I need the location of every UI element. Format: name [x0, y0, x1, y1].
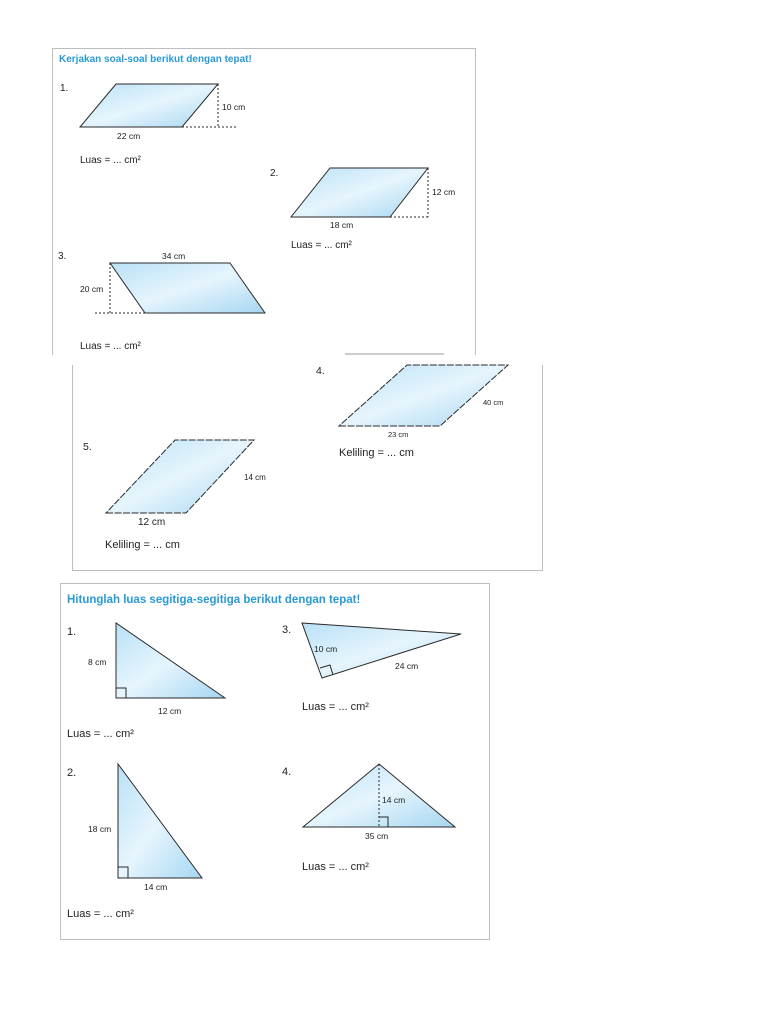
s2-p4-side-label: 40 cm	[483, 398, 504, 407]
s1-p2-number: 2.	[270, 168, 279, 179]
s1-p2-height-label: 12 cm	[432, 187, 456, 197]
s1-p2-base-label: 18 cm	[330, 220, 354, 230]
s1-p1-answer: Luas = ... cm²	[80, 155, 141, 166]
s2-p5-base-label: 12 cm	[138, 517, 166, 528]
s2-p5-answer: Keliling = ... cm	[105, 539, 180, 551]
s3-p2-triangle	[118, 764, 202, 878]
section3-instruction: Hitunglah luas segitiga-segitiga berikut dengan tepat!	[67, 594, 361, 606]
s1-p3-number: 3.	[58, 251, 67, 262]
s3-p2-base-label: 14 cm	[144, 882, 168, 892]
s1-p1-height-label: 10 cm	[222, 102, 246, 112]
s3-p4-height-label: 14 cm	[382, 795, 406, 805]
s3-p1-number: 1.	[67, 626, 77, 638]
s3-p3-answer: Luas = ... cm²	[302, 701, 369, 713]
s2-p5-parallelogram	[106, 440, 254, 513]
s1-p3-parallelogram	[95, 263, 265, 313]
s2-p5-side-label: 14 cm	[244, 473, 266, 482]
s3-p3-side-a-label: 10 cm	[314, 644, 338, 654]
s3-p4-triangle	[303, 764, 455, 827]
s1-p2-answer: Luas = ... cm²	[291, 240, 352, 251]
s2-p4-base-label: 23 cm	[388, 430, 409, 439]
s3-p1-height-label: 8 cm	[88, 657, 107, 667]
s2-p4-parallelogram	[339, 365, 508, 426]
s3-p4-number: 4.	[282, 766, 292, 778]
s1-p2-parallelogram	[291, 168, 430, 217]
s1-p3-base-label: 34 cm	[162, 251, 186, 261]
s3-p3-number: 3.	[282, 624, 292, 636]
s3-p2-answer: Luas = ... cm²	[67, 908, 134, 920]
s3-p1-triangle	[116, 623, 225, 698]
s1-p3-height-label: 20 cm	[80, 284, 104, 294]
s3-p2-number: 2.	[67, 767, 77, 779]
s1-p1-base-label: 22 cm	[117, 131, 141, 141]
s1-p1-number: 1.	[60, 83, 69, 94]
s1-p1-parallelogram	[80, 84, 238, 127]
s3-p4-answer: Luas = ... cm²	[302, 861, 369, 873]
section1-instruction: Kerjakan soal-soal berikut dengan tepat!	[59, 54, 252, 65]
s3-p2-height-label: 18 cm	[88, 824, 112, 834]
s3-p4-base-label: 35 cm	[365, 831, 389, 841]
s2-p4-number: 4.	[316, 365, 325, 377]
s3-p1-base-label: 12 cm	[158, 706, 182, 716]
s1-p3-answer: Luas = ... cm²	[80, 341, 141, 352]
s2-p5-number: 5.	[83, 441, 92, 453]
s3-p1-answer: Luas = ... cm²	[67, 728, 134, 740]
s3-p3-side-b-label: 24 cm	[395, 661, 419, 671]
s2-p4-answer: Keliling = ... cm	[339, 447, 414, 459]
